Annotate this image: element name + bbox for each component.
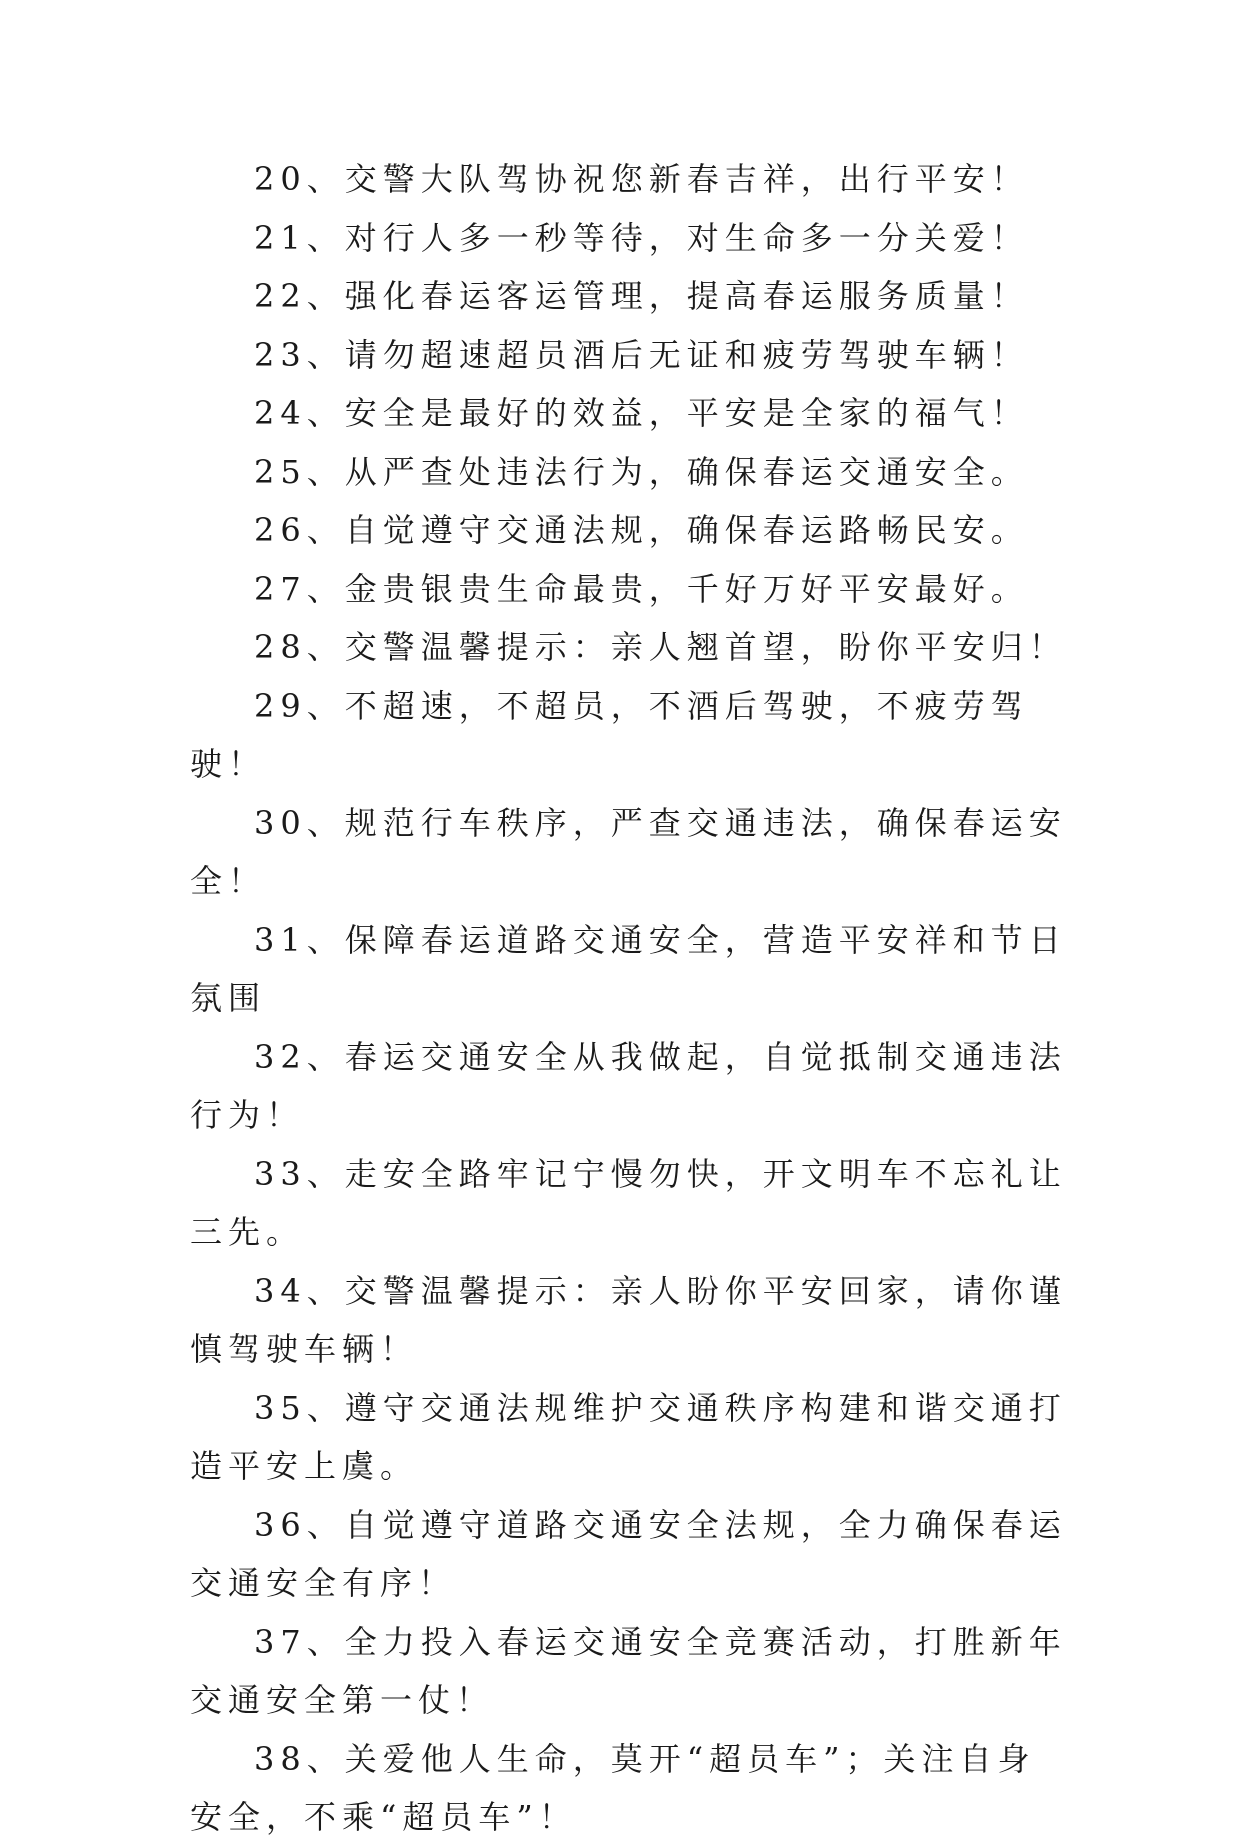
slogan-item-36: 36、自觉遵守道路交通安全法规，全力确保春运交通安全有序！ [190,1505,1067,1602]
slogan-item-35: 35、遵守交通法规维护交通秩序构建和谐交通打造平安上虞。 [190,1388,1067,1485]
slogan-list [190,150,1070,1847]
slogan-item-21: 21、对行人多一秒等待，对生命多一分关爱！ [254,218,1029,257]
slogan-item-30: 30、规范行车秩序，严查交通违法，确保春运安全！ [190,803,1067,900]
slogan-item-23: 23、请勿超速超员酒后无证和疲劳驾驶车辆！ [254,335,1029,374]
slogan-item-20: 20、交警大队驾协祝您新春吉祥，出行平安！ [254,160,1029,198]
slogan-item-38: 38、关爱他人生命，莫开“超员车”；关注自身安全，不乘“超员车”！ [190,1739,1036,1836]
slogan-item-31: 31、保障春运道路交通安全，营造平安祥和节日氛围 [190,920,1067,1017]
slogan-item-28: 28、交警温馨提示：亲人翘首望，盼你平安归！ [254,628,1067,666]
slogan-item-37: 37、全力投入春运交通安全竞赛活动，打胜新年交通安全第一仗！ [190,1622,1067,1719]
slogan-item-32: 32、春运交通安全从我做起，自觉抵制交通违法行为！ [190,1037,1067,1134]
slogan-item-26: 26、自觉遵守交通法规，确保春运路畅民安。 [254,511,1029,549]
slogan-item-29: 29、不超速，不超员，不酒后驾驶，不疲劳驾驶！ [190,686,1029,783]
slogan-item-33: 33、走安全路牢记宁慢勿快，开文明车不忘礼让三先。 [190,1154,1067,1251]
slogan-item-22: 22、强化春运客运管理，提高春运服务质量！ [254,277,1029,315]
slogan-item-24: 24、安全是最好的效益，平安是全家的福气！ [254,394,1029,432]
slogan-item-25: 25、从严查处违法行为，确保春运交通安全。 [254,452,1029,491]
slogan-item-27: 27、金贵银贵生命最贵，千好万好平安最好。 [254,569,1029,608]
slogan-item-34: 34、交警温馨提示：亲人盼你平安回家，请你谨慎驾驶车辆！ [190,1271,1067,1368]
